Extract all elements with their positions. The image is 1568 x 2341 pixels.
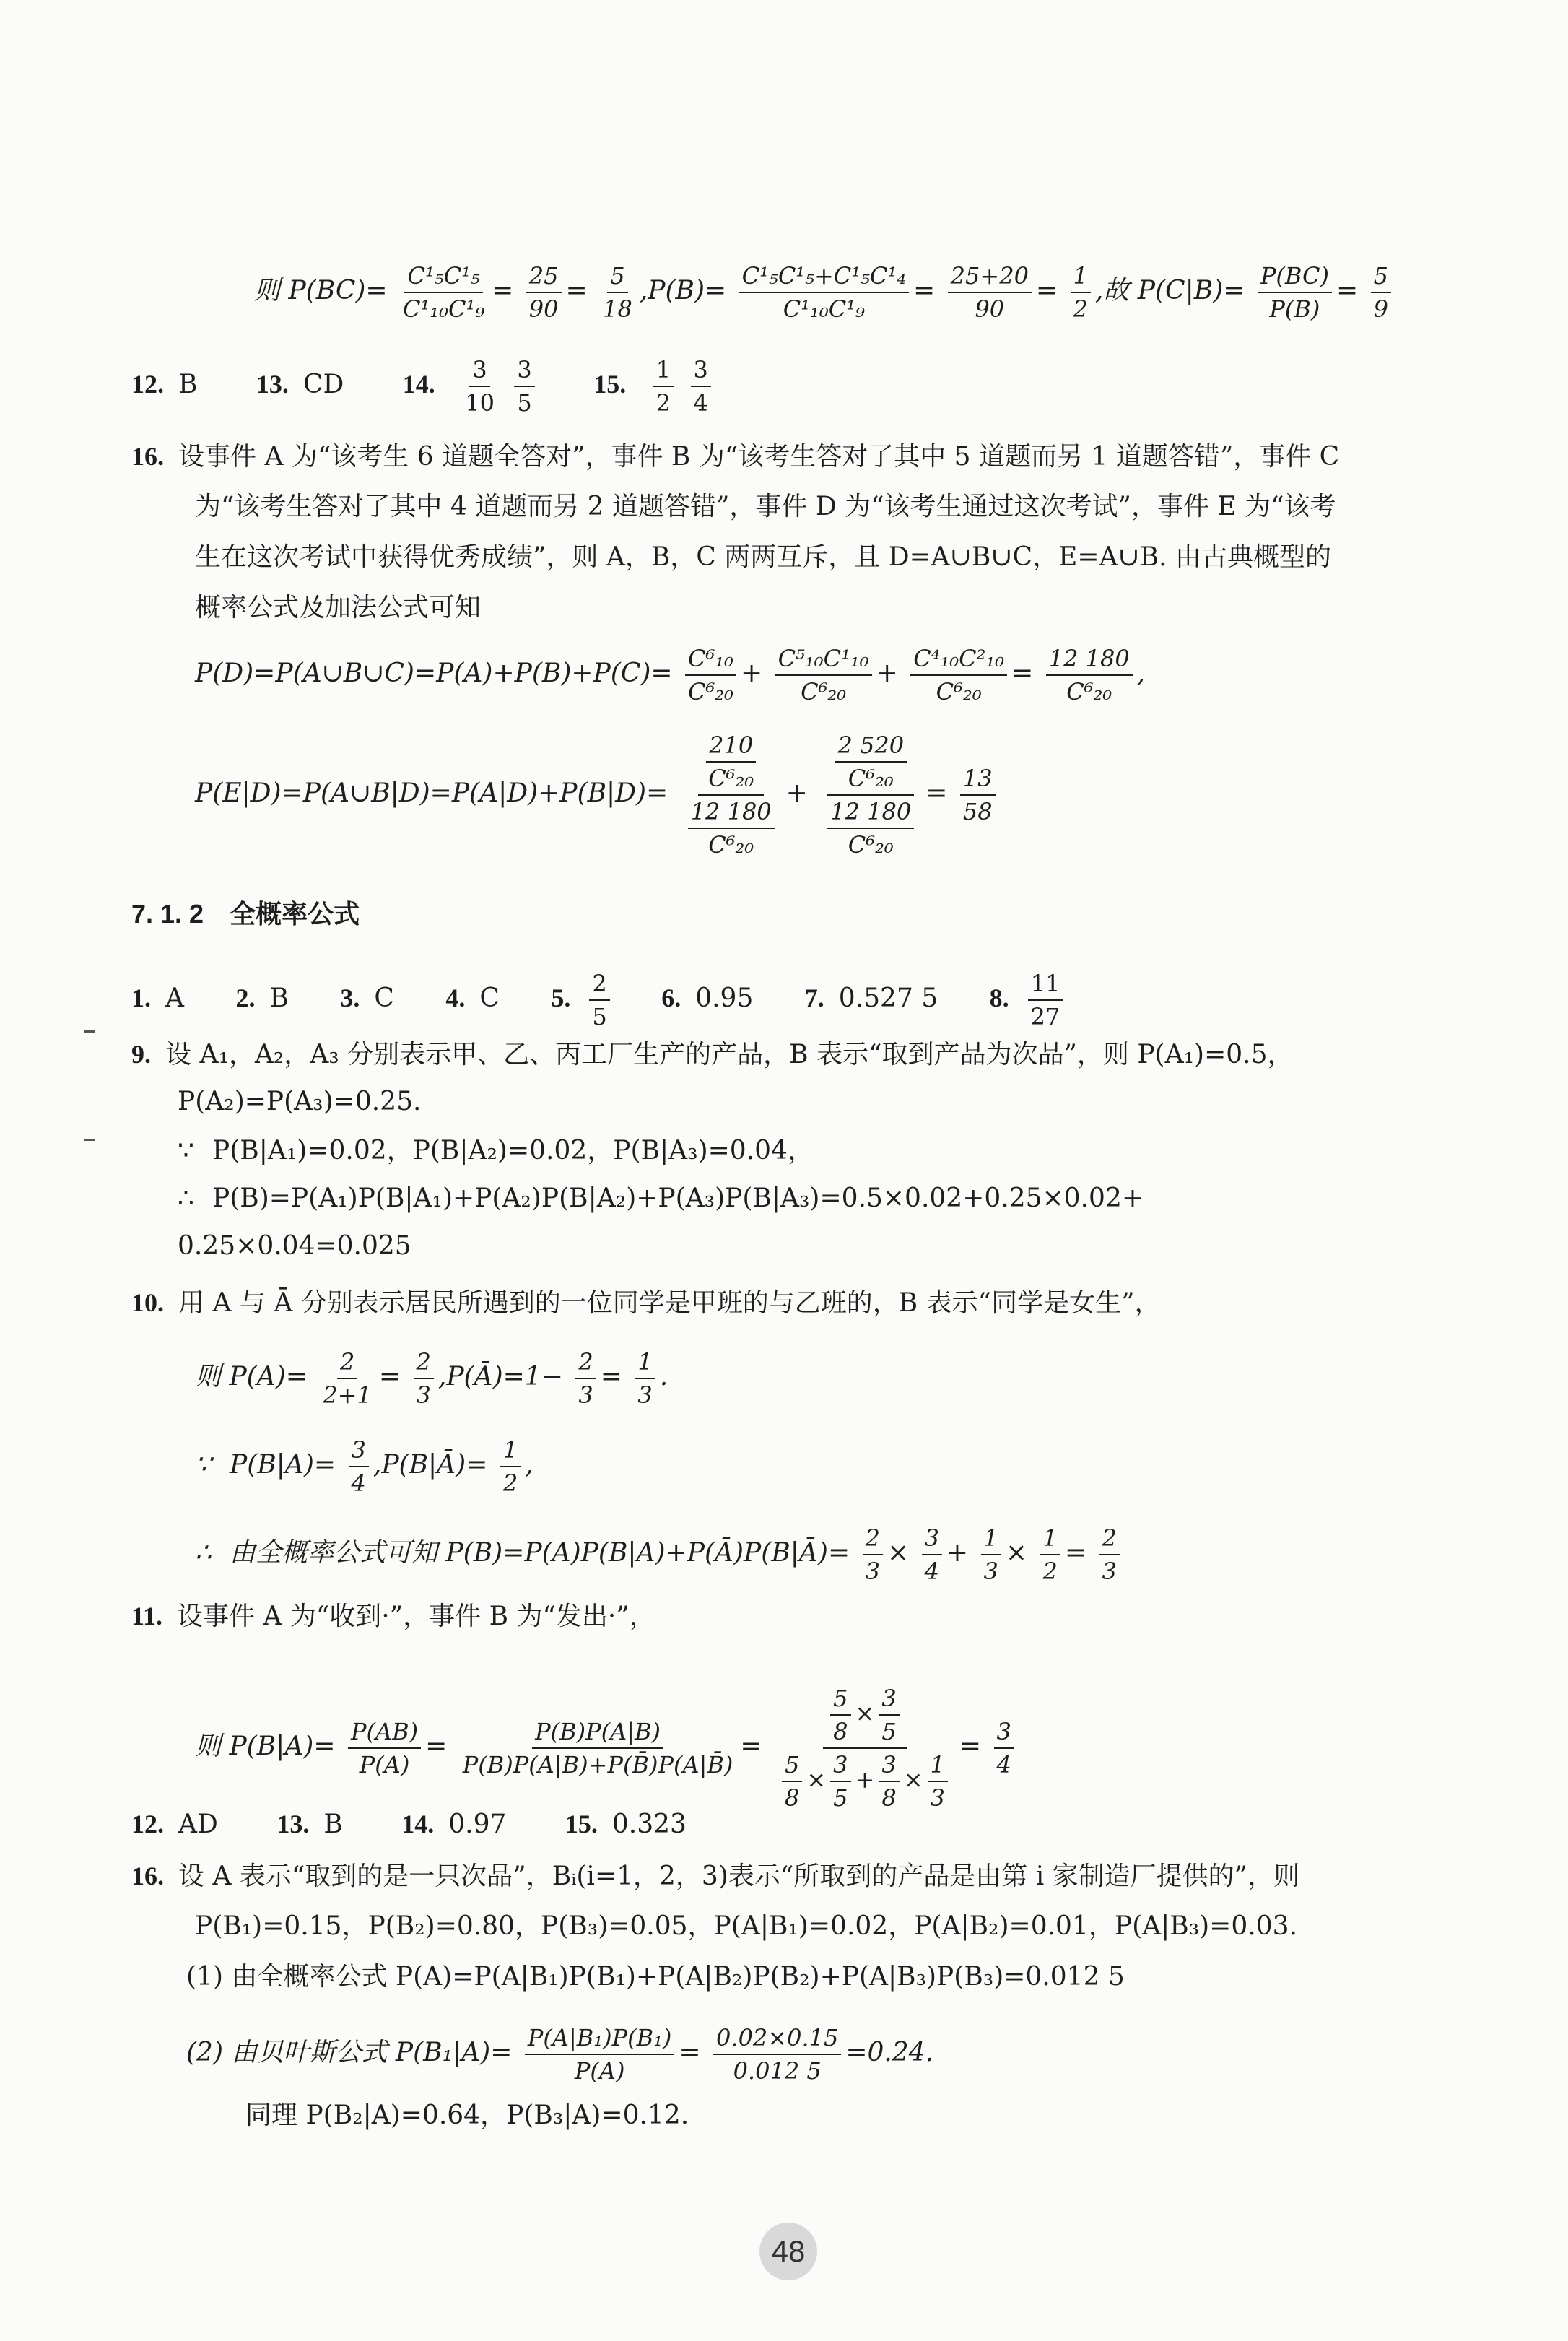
q9-line4: ∴ P(B)=P(A₁)P(B|A₁)+P(A₂)P(B|A₂)+P(A₃)P(B|A₃)=0.5×0.02+0.25×0.02+ — [178, 1180, 1144, 1217]
fraction: $\frac{\text{C⁶₁₀}}{\text{C⁶₂₀}}$ — [685, 643, 736, 708]
fraction: $\frac{2}{2+1}$ — [320, 1346, 375, 1411]
margin-tick — [84, 1139, 95, 1141]
fraction: $\frac{11}{27}$ — [1028, 968, 1063, 1033]
fraction: $\frac{\text{C⁵₁₀C¹₁₀}}{\text{C⁶₂₀}}$ — [775, 643, 872, 708]
fraction: $\frac{3}{5}$ — [879, 1682, 899, 1747]
fraction: $\frac{3}{4}$ — [349, 1434, 369, 1499]
therefore-symbol: ∴ — [195, 1538, 212, 1568]
q10-line4: ∴ 由全概率公式可知 P(B)=P(A)P(B|A)+P(Ā)P(B|Ā)= $\frac{2}{3}$ × $\frac{3}{4}$ + $\frac{1}{3}$ × $\frac{1}{2}$ = $\frac{2}{3}$ — [195, 1522, 1124, 1587]
q9-line2: P(A₂)=P(A₃)=0.25. — [178, 1087, 422, 1116]
fraction: $\frac{3}{5}$ — [830, 1749, 850, 1814]
fraction: $\frac{25+20}{90}$ — [948, 260, 1032, 325]
fraction: $\frac{5}{8}$ — [782, 1749, 802, 1814]
q10-line1: 10. 用 A 与 Ā 分别表示居民所遇到的一位同学是甲班的与乙班的，B 表示“同学是女生”， — [131, 1288, 1161, 1318]
fraction: $\frac{12 180}{\text{C⁶₂₀}}$ — [827, 796, 914, 861]
q9-line5: 0.25×0.04=0.025 — [178, 1231, 411, 1261]
q16-line4: 概率公式及加法公式可知 — [195, 593, 482, 622]
fraction: $\frac{1}{2}$ — [1040, 1522, 1060, 1587]
section-title: 7. 1. 2 全概率公式 — [131, 899, 360, 929]
fraction: $\frac{3}{4}$ — [691, 354, 711, 419]
fraction: $\frac{1}{2}$ — [653, 354, 674, 419]
fraction: $\frac{210}{\text{C⁶₂₀}}$ — [705, 729, 757, 794]
q10-line2: 则 P(A)= $\frac{2}{2+1}$ = $\frac{2}{3}$ ,P(Ā)=1− $\frac{2}{3}$ = $\frac{1}{3}$ . — [195, 1346, 668, 1411]
fraction: $\frac{1}{3}$ — [981, 1522, 1001, 1587]
fraction: $\frac{P(BC)}{P(B)}$ — [1258, 260, 1332, 325]
q9-line1: 9. 设 A₁，A₂，A₃ 分别表示甲、乙、丙工厂生产的产品，B 表示“取到产品为次品”，则 P(A₁)=0.5， — [131, 1040, 1294, 1069]
fraction: $\frac{1}{3}$ — [928, 1749, 948, 1814]
fraction: $\frac{13}{58}$ — [960, 763, 996, 828]
fraction: $\frac{2 520}{\text{C⁶₂₀}}$ — [835, 729, 907, 794]
fraction: $\frac{2}{3}$ — [863, 1522, 883, 1587]
margin-tick — [84, 1030, 95, 1033]
fraction: $\frac{\text{C¹₅C¹₅+C¹₅C¹₄}}{\text{C¹₁₀C¹₉}}$ — [739, 260, 909, 325]
q16b-line2: P(B₁)=0.15，P(B₂)=0.80，P(B₃)=0.05，P(A|B₁)=0.02，P(A|B₂)=0.01，P(A|B₃)=0.03. — [195, 1911, 1297, 1941]
fraction: $\frac{3}{5}$ — [514, 354, 534, 419]
q16b-line5: 同理 P(B₂|A)=0.64，P(B₃|A)=0.12. — [245, 2101, 689, 2130]
fraction: $\frac{12 180}{\text{C⁶₂₀}}$ — [1046, 643, 1133, 708]
q16b-line4: (2) 由贝叶斯公式 P(B₁|A)= $\frac{\text{P(A|B₁)P(B₁)}}{P(A)}$ = $\frac{0.02\times 0.15}{0.012 5}$ =0.24. — [186, 2022, 933, 2087]
fraction: $\frac{2}{3}$ — [575, 1346, 596, 1411]
fraction: $\frac{1}{2}$ — [1071, 260, 1091, 325]
fraction: $\frac{3}{4}$ — [922, 1522, 942, 1587]
fraction: $\frac{1}{2}$ — [500, 1434, 521, 1499]
q9-line3: ∵ P(B|A₁)=0.02，P(B|A₂)=0.02，P(B|A₃)=0.04， — [178, 1132, 814, 1170]
q10-line3: ∵ P(B|A)= $\frac{3}{4}$ ,P(B|Ā)= $\frac{1}{2}$ , — [195, 1434, 533, 1499]
fraction: $\frac{2}{3}$ — [414, 1346, 434, 1411]
nested-fraction — [820, 729, 921, 861]
q16-line2: 为“该考生答对了其中 4 道题而另 2 道题答错”，事件 D 为“该考生通过这次考试”，事件 E 为“该考 — [195, 492, 1336, 521]
fraction: $\frac{3}{10}$ — [462, 354, 497, 419]
q16b-line1: 16. 设 A 表示“取到的是一只次品”，Bᵢ(i=1，2，3)表示“所取到的产品是由第 i 家制造厂提供的”，则 — [131, 1862, 1300, 1891]
nested-fraction — [681, 729, 782, 861]
fraction: $\frac{5}{9}$ — [1371, 260, 1391, 325]
q16-line1: 16. 设事件 A 为“该考生 6 道题全答对”，事件 B 为“该考生答对了其中 5 道题而另 1 道题答错”，事件 C — [131, 442, 1340, 472]
fraction: $\frac{1}{3}$ — [635, 1346, 655, 1411]
page-number: 48 — [759, 2223, 817, 2280]
fraction: $\frac{P(B)P(A|B)}{P(B)P(A|B)+P(B̄)P(A|B̄)}$ — [460, 1716, 736, 1781]
answers-12-15: 12. B 13. CD 14. $\frac{3}{10}$ $\frac{3}{5}$ 15. $\frac{1}{2}$ $\frac{3}{4}$ — [131, 354, 715, 419]
q16-line3: 生在这次考试中获得优秀成绩”，则 A，B，C 两两互斥，且 D=A∪B∪C，E=A∪B. 由古典概型的 — [195, 542, 1332, 572]
fraction: $\frac{0.02\times 0.15}{0.012 5}$ — [713, 2022, 841, 2087]
fraction: $\frac{3}{4}$ — [994, 1716, 1014, 1781]
fraction: $\frac{\text{C¹₅C¹₅}}{\text{C¹₁₀C¹₉}}$ — [400, 260, 487, 325]
answers-1-8: 1. A 2. B 3. C 4. C 5. $\frac{2}{5}$ 6. 0.95 7. 0.527 5 8. $\frac{11}{27}$ — [131, 968, 1067, 1033]
nested-fraction: $\frac{5}{8}$ × $\frac{3}{5}$ $\frac{5}{8}$ × $\frac{3}{5}$ + $\frac{3}{8}$ × $\frac{1}{3}$ — [775, 1682, 955, 1814]
because-symbol: ∵ — [178, 1136, 194, 1165]
q11-formula: 则 P(B|A)= $\frac{P(AB)}{P(A)}$ = $\frac{P(B)P(A|B)}{P(B)P(A|B)+P(B̄)P(A|B̄)}$ = $\frac{5}{8}$ × $\frac{3}{5}$ $\frac{5}{8}$ × $\frac{3}{5}$ + $\frac{3}{8}$ × $\frac{1}{3}$ = $\frac{3}{4}$ — [195, 1682, 1019, 1814]
formula-p-e-given-d: P(E|D)=P(A∪B|D)=P(A|D)+P(B|D)= $\frac{\frac{210}{\text{C⁶₂₀}}}{\frac{12 180}{\text{C⁶₂₀}}}$ + $\frac{\frac{2 520}{\text{C⁶₂₀}}}{\frac{12 180}{\text{C⁶₂₀}}}$ = $\frac{13}{58}$ — [195, 729, 1000, 861]
fraction: $\frac{\text{P(A|B₁)P(B₁)}}{P(A)}$ — [525, 2022, 675, 2087]
fraction: $\frac{5}{18}$ — [600, 260, 635, 325]
q16b-line3: (1) 由全概率公式 P(A)=P(A|B₁)P(B₁)+P(A|B₂)P(B₂)+P(A|B₃)P(B₃)=0.012 5 — [186, 1962, 1125, 1992]
therefore-symbol: ∴ — [178, 1183, 194, 1213]
because-symbol: ∵ — [195, 1450, 212, 1480]
fraction: $\frac{P(AB)}{P(A)}$ — [348, 1716, 421, 1781]
line-p-bc: 则 P(BC)= $\frac{\text{C¹₅C¹₅}}{\text{C¹₁₀C¹₉}}$ = $\frac{25}{90}$ = $\frac{5}{18}$ ,P(B)= $\frac{\text{C¹₅C¹₅+C¹₅C¹₄}}{\text{C¹₁₀C¹₉}}$ = $\frac{25+20}{90}$ = $\frac{1}{2}$ ,故 P(C|B)= $\frac{P(BC)}{P(B)}$ = $\frac{5}{9}$ — [254, 260, 1395, 325]
formula-p-d: P(D)=P(A∪B∪C)=P(A)+P(B)+P(C)= $\frac{\text{C⁶₁₀}}{\text{C⁶₂₀}}$ + $\frac{\text{C⁵₁₀C¹₁₀}}{\text{C⁶₂₀}}$ + $\frac{\text{C⁴₁₀C²₁₀}}{\text{C⁶₂₀}}$ = $\frac{12 180}{\text{C⁶₂₀}}$ , — [195, 643, 1145, 708]
fraction: $\frac{\text{C⁴₁₀C²₁₀}}{\text{C⁶₂₀}}$ — [910, 643, 1007, 708]
fraction: $\frac{5}{8}$ — [830, 1682, 850, 1747]
answers-12-15b: 12. AD 13. B 14. 0.97 15. 0.323 — [131, 1810, 687, 1839]
fraction: $\frac{12 180}{\text{C⁶₂₀}}$ — [688, 796, 775, 861]
fraction: $\frac{2}{5}$ — [589, 968, 609, 1033]
fraction: $\frac{2}{3}$ — [1099, 1522, 1120, 1587]
fraction: $\frac{3}{8}$ — [879, 1749, 899, 1814]
fraction: $\frac{25}{90}$ — [526, 260, 562, 325]
q11-line1: 11. 设事件 A 为“收到·”，事件 B 为“发出·”， — [131, 1602, 655, 1631]
